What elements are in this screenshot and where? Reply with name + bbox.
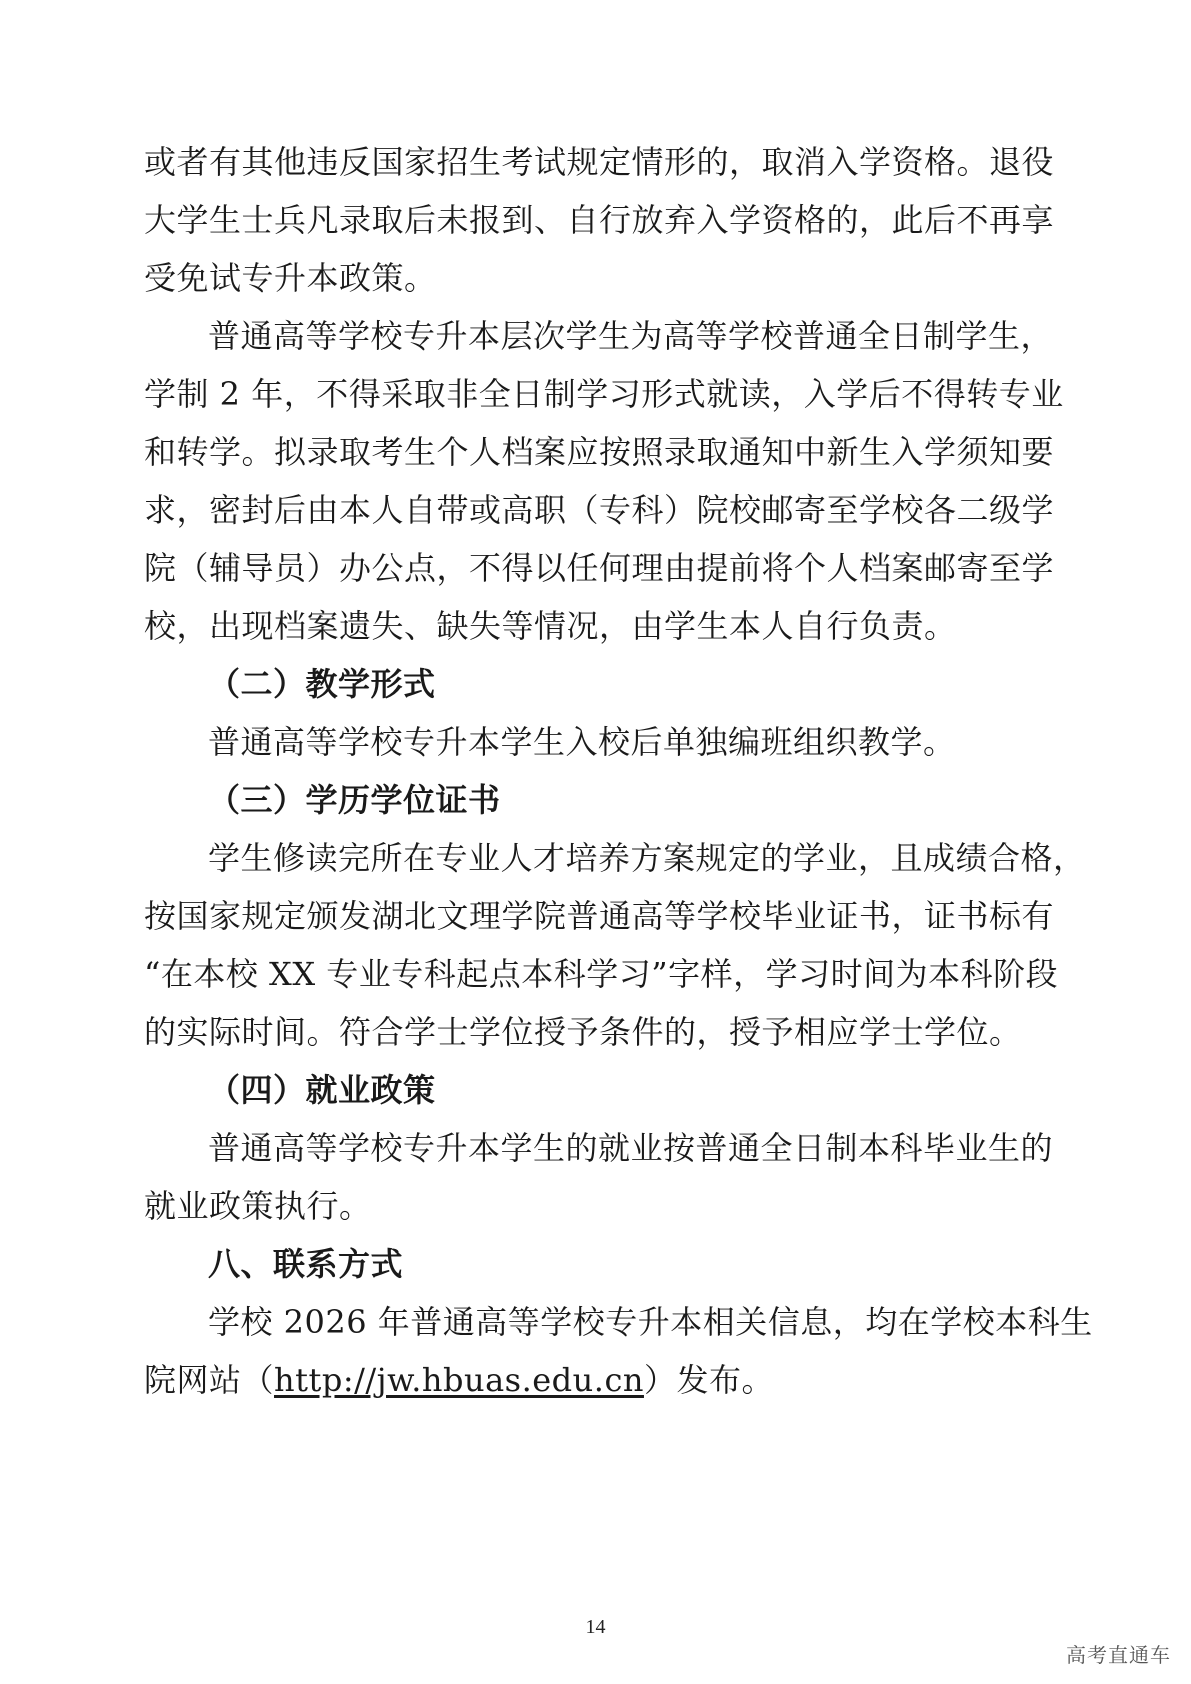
text-line: “在本校 XX 专业专科起点本科学习”字样，学习时间为本科阶段	[144, 955, 1059, 993]
link-suffix: ）发布。	[643, 1361, 774, 1399]
paragraph-start: 普通高等学校专升本学生的就业按普通全日制本科毕业生的	[208, 1129, 1054, 1167]
text-line: 按国家规定颁发湖北文理学院普通高等学校毕业证书，证书标有	[144, 897, 1055, 935]
text-line: 院（辅导员）办公点，不得以任何理由提前将个人档案邮寄至学	[144, 549, 1055, 587]
link-prefix: 院网站（	[144, 1361, 275, 1399]
text-line: 的实际时间。符合学士学位授予条件的，授予相应学士学位。	[144, 1013, 1022, 1051]
text-line: 校，出现档案遗失、缺失等情况，由学生本人自行负责。	[144, 607, 957, 645]
text-line: 大学生士兵凡录取后未报到、自行放弃入学资格的，此后不再享	[144, 201, 1055, 239]
section-heading-contact: 八、联系方式	[208, 1245, 404, 1283]
section-heading-teaching-form: （二）教学形式	[208, 665, 436, 703]
section-heading-degree-certificate: （三）学历学位证书	[208, 781, 501, 819]
page-number: 14	[585, 1616, 606, 1638]
text-line: 学制 2 年，不得采取非全日制学习形式就读，入学后不得转专业	[144, 375, 1064, 413]
text-line: 就业政策执行。	[144, 1187, 372, 1225]
text-line-with-link	[144, 1360, 1064, 1400]
text-line: 受免试专升本政策。	[144, 259, 437, 297]
paragraph-start: 普通高等学校专升本学生入校后单独编班组织教学。	[208, 723, 956, 761]
text-line: 求，密封后由本人自带或高职（专科）院校邮寄至学校各二级学	[144, 491, 1055, 529]
text-line: 或者有其他违反国家招生考试规定情形的，取消入学资格。退役	[144, 143, 1055, 181]
watermark: 高考直通车	[1066, 1643, 1171, 1667]
paragraph-start: 学生修读完所在专业人才培养方案规定的学业，且成绩合格，	[208, 839, 1086, 877]
section-heading-employment-policy: （四）就业政策	[208, 1071, 436, 1109]
paragraph-start: 普通高等学校专升本层次学生为高等学校普通全日制学生，	[208, 317, 1054, 355]
paragraph-start: 学校 2026 年普通高等学校专升本相关信息，均在学校本科生	[208, 1303, 1093, 1341]
text-line: 和转学。拟录取考生个人档案应按照录取通知中新生入学须知要	[144, 433, 1055, 471]
website-link[interactable]: http://jw.hbuas.edu.cn	[274, 1361, 644, 1399]
